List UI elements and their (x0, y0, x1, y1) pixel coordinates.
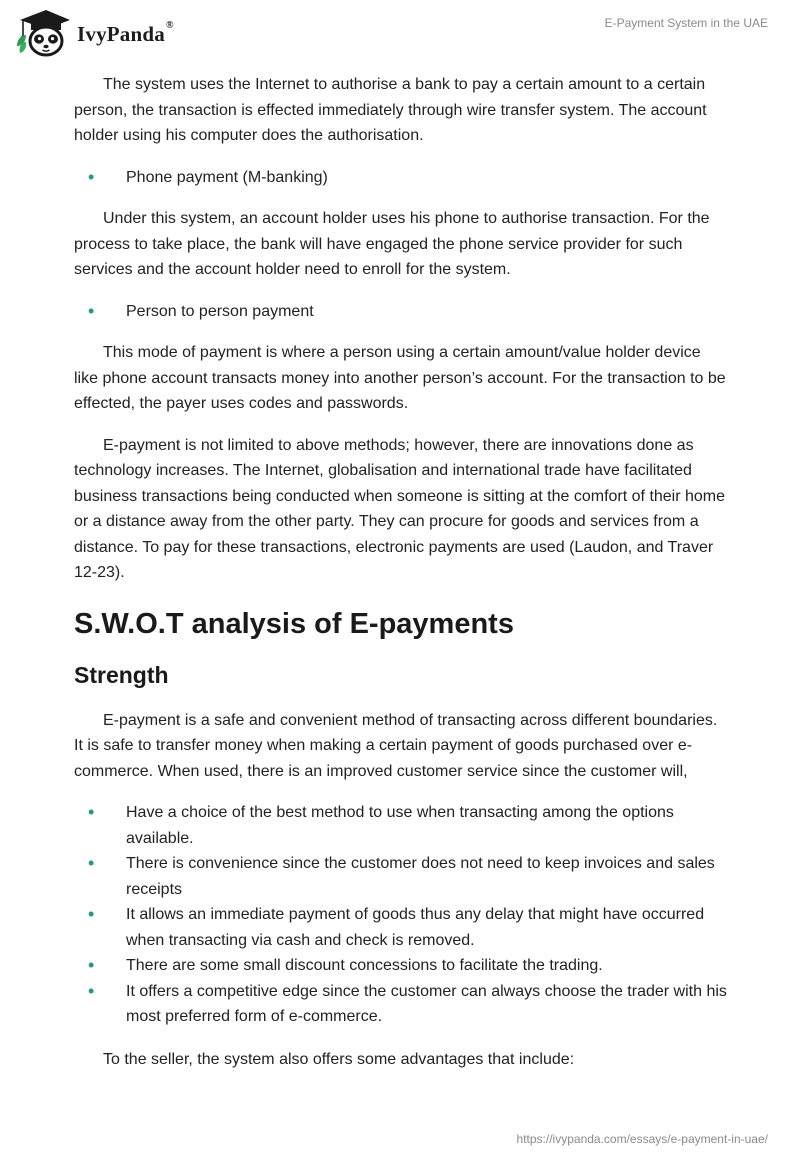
article-body (74, 72, 728, 1072)
brand-name: IvyPanda® (77, 19, 174, 46)
paragraph-strength: E-payment is a safe and convenient method of transacting across different boundaries. It is safe to transfer money when making a certain payment of goods purchased over e-commerce. When used, there is an improved customer service since the customer will, (74, 711, 718, 780)
paragraph-mbanking: Under this system, an account holder uses his phone to authorise transaction. For the process to take place, the bank will have engaged the phone service provider for such services and the account holder need to enroll for the system. (74, 210, 710, 278)
source-url[interactable]: https://ivypanda.com/essays/e-payment-in-uae/ (516, 1132, 768, 1146)
paragraph-p2p: This mode of payment is where a person using a certain amount/value holder device like phone account transacts money into another person’s account. For the transaction to be effected, the payer uses codes and passwords. (74, 344, 726, 412)
list-item: • Phone payment (M-banking) (74, 165, 728, 191)
page-header (0, 0, 800, 70)
bullet-list-p2p (74, 299, 728, 325)
paragraph-wire-transfer: The system uses the Internet to authorise a bank to pay a certain amount to a certain person, the transaction is effected immediately through wire transfer system. The account holder using his computer does the authorisation. (74, 76, 707, 144)
heading-swot: S.W.O.T analysis of E-payments (74, 607, 514, 640)
paragraph-seller: To the seller, the system also offers some advantages that include: (103, 1050, 575, 1068)
strength-bullet-list (74, 800, 728, 1030)
list-item: • Have a choice of the best method to use when transacting among the options available. (74, 800, 728, 851)
list-item: • It offers a competitive edge since the customer can always choose the trader with his most preferred form of e-commerce. (74, 979, 728, 1030)
list-item: • It allows an immediate payment of goods thus any delay that might have occurred when transacting via cash and check is removed. (74, 902, 728, 953)
bullet-list-mbanking (74, 165, 728, 191)
paragraph-innovations: E-payment is not limited to above methods; however, there are innovations done as technology increases. The Internet, globalisation and international trade have facilitated business transactions being conducted when someone is sitting at the comfort of their home or a distance away from the other party. They can procure for goods and services from a distance. To pay for these transactions, electronic payments are used (Laudon, and Traver 12-23). (74, 436, 726, 581)
heading-strength: Strength (74, 661, 169, 688)
list-item: • There are some small discount concessions to facilitate the trading. (74, 953, 728, 979)
document-title: E-Payment System in the UAE (604, 16, 768, 30)
list-item: • Person to person payment (74, 299, 728, 325)
ivypanda-logo[interactable] (14, 6, 174, 58)
panda-graduate-icon (14, 6, 72, 58)
list-item: • There is convenience since the customer does not need to keep invoices and sales receipts (74, 851, 728, 902)
